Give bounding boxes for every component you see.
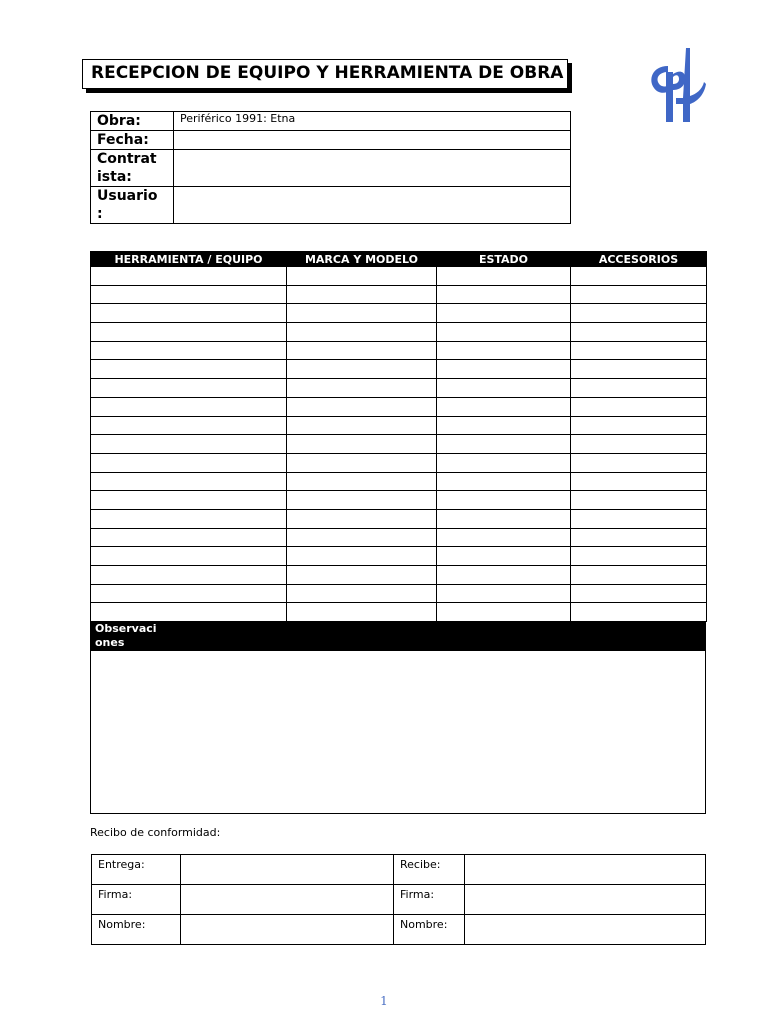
- estado-cell[interactable]: [437, 379, 571, 398]
- estado-cell[interactable]: [437, 566, 571, 585]
- usuario-field[interactable]: [174, 187, 571, 224]
- accesorios-cell[interactable]: [571, 528, 707, 547]
- page-number: 1: [380, 994, 388, 1008]
- estado-cell[interactable]: [437, 603, 571, 622]
- usuario-row: [91, 187, 571, 224]
- company-logo-icon: [646, 44, 708, 124]
- equipment-row: [91, 453, 707, 472]
- entrega-field[interactable]: [181, 855, 394, 885]
- firma-field-right[interactable]: [465, 885, 706, 915]
- accesorios-cell[interactable]: [571, 304, 707, 323]
- usuario-label: [91, 187, 174, 224]
- estado-cell[interactable]: [437, 547, 571, 566]
- equipment-row: [91, 397, 707, 416]
- accesorios-cell[interactable]: [571, 360, 707, 379]
- contratista-row: [91, 150, 571, 187]
- equipment-row: [91, 360, 707, 379]
- accesorios-cell[interactable]: [571, 603, 707, 622]
- herramienta-cell[interactable]: [91, 416, 287, 435]
- nombre-label-left: Nombre:: [92, 915, 181, 945]
- accesorios-cell[interactable]: [571, 416, 707, 435]
- estado-cell[interactable]: [437, 472, 571, 491]
- marca-cell[interactable]: [287, 472, 437, 491]
- estado-cell[interactable]: [437, 267, 571, 286]
- estado-cell[interactable]: [437, 528, 571, 547]
- marca-cell[interactable]: [287, 566, 437, 585]
- observations-header: [90, 622, 706, 651]
- firma-field-left[interactable]: [181, 885, 394, 915]
- herramienta-cell[interactable]: [91, 285, 287, 304]
- marca-cell[interactable]: [287, 603, 437, 622]
- equipment-row: [91, 509, 707, 528]
- equipment-row: [91, 341, 707, 360]
- herramienta-cell[interactable]: [91, 379, 287, 398]
- observations-label-line-1: Observaci: [95, 622, 157, 635]
- herramienta-cell[interactable]: [91, 584, 287, 603]
- accesorios-cell[interactable]: [571, 379, 707, 398]
- estado-cell[interactable]: [437, 491, 571, 510]
- marca-cell[interactable]: [287, 584, 437, 603]
- equipment-table: [90, 251, 707, 622]
- equipment-row: [91, 472, 707, 491]
- accesorios-cell[interactable]: [571, 341, 707, 360]
- herramienta-cell[interactable]: [91, 323, 287, 342]
- receipt-heading: Recibo de conformidad:: [90, 826, 221, 839]
- estado-cell[interactable]: [437, 435, 571, 454]
- observations-field[interactable]: [90, 651, 706, 814]
- equipment-row: [91, 491, 707, 510]
- entrega-row: [92, 855, 706, 885]
- equipment-row: [91, 416, 707, 435]
- marca-cell[interactable]: [287, 509, 437, 528]
- accesorios-cell[interactable]: [571, 491, 707, 510]
- obra-row: [91, 112, 571, 131]
- obra-field[interactable]: Periférico 1991: Etna: [174, 112, 571, 131]
- accesorios-cell[interactable]: [571, 397, 707, 416]
- equipment-row: [91, 528, 707, 547]
- fecha-row: [91, 131, 571, 150]
- signature-table: [91, 854, 706, 945]
- accesorios-cell[interactable]: [571, 584, 707, 603]
- header-marca-modelo: MARCA Y MODELO: [287, 252, 437, 267]
- title-box: [82, 59, 568, 89]
- equipment-row: [91, 566, 707, 585]
- equipment-row: [91, 435, 707, 454]
- contratista-label-line-1: Contrat: [97, 151, 157, 167]
- nombre-label-right: Nombre:: [394, 915, 465, 945]
- contratista-label-line-2: ista:: [97, 169, 132, 185]
- estado-cell[interactable]: [437, 397, 571, 416]
- fecha-field[interactable]: [174, 131, 571, 150]
- accesorios-cell[interactable]: [571, 566, 707, 585]
- accesorios-cell[interactable]: [571, 547, 707, 566]
- herramienta-cell[interactable]: [91, 397, 287, 416]
- recibe-label: Recibe:: [394, 855, 465, 885]
- usuario-label-line-2: :: [97, 206, 103, 222]
- entrega-label: Entrega:: [92, 855, 181, 885]
- marca-cell[interactable]: [287, 453, 437, 472]
- herramienta-cell[interactable]: [91, 491, 287, 510]
- firma-label-right: Firma:: [394, 885, 465, 915]
- marca-cell[interactable]: [287, 267, 437, 286]
- marca-cell[interactable]: [287, 304, 437, 323]
- herramienta-cell[interactable]: [91, 547, 287, 566]
- header-estado: ESTADO: [437, 252, 571, 267]
- project-info-table: [90, 111, 571, 224]
- header-accesorios: ACCESORIOS: [571, 252, 707, 267]
- nombre-field-left[interactable]: [181, 915, 394, 945]
- recibe-field[interactable]: [465, 855, 706, 885]
- marca-cell[interactable]: [287, 416, 437, 435]
- accesorios-cell[interactable]: [571, 509, 707, 528]
- estado-cell[interactable]: [437, 584, 571, 603]
- nombre-field-right[interactable]: [465, 915, 706, 945]
- accesorios-cell[interactable]: [571, 285, 707, 304]
- equipment-row: [91, 267, 707, 286]
- equipment-row: [91, 379, 707, 398]
- firma-row: [92, 885, 706, 915]
- marca-cell[interactable]: [287, 323, 437, 342]
- marca-cell[interactable]: [287, 528, 437, 547]
- accesorios-cell[interactable]: [571, 323, 707, 342]
- equipment-row: [91, 323, 707, 342]
- equipment-row: [91, 304, 707, 323]
- usuario-label-line-1: Usuario: [97, 188, 158, 204]
- marca-cell[interactable]: [287, 397, 437, 416]
- marca-cell[interactable]: [287, 285, 437, 304]
- equipment-row: [91, 547, 707, 566]
- header-herramienta-equipo: HERRAMIENTA / EQUIPO: [91, 252, 287, 267]
- accesorios-cell[interactable]: [571, 435, 707, 454]
- herramienta-cell[interactable]: [91, 603, 287, 622]
- marca-cell[interactable]: [287, 491, 437, 510]
- herramienta-cell[interactable]: [91, 509, 287, 528]
- herramienta-cell[interactable]: [91, 528, 287, 547]
- accesorios-cell[interactable]: [571, 453, 707, 472]
- herramienta-cell[interactable]: [91, 267, 287, 286]
- estado-cell[interactable]: [437, 509, 571, 528]
- contratista-field[interactable]: [174, 150, 571, 187]
- marca-cell[interactable]: [287, 379, 437, 398]
- herramienta-cell[interactable]: [91, 435, 287, 454]
- estado-cell[interactable]: [437, 285, 571, 304]
- equipment-row: [91, 584, 707, 603]
- equipment-row: [91, 603, 707, 622]
- marca-cell[interactable]: [287, 341, 437, 360]
- herramienta-cell[interactable]: [91, 341, 287, 360]
- fecha-label: Fecha:: [91, 131, 174, 150]
- marca-cell[interactable]: [287, 435, 437, 454]
- marca-cell[interactable]: [287, 547, 437, 566]
- obra-label: Obra:: [91, 112, 174, 131]
- estado-cell[interactable]: [437, 453, 571, 472]
- herramienta-cell[interactable]: [91, 360, 287, 379]
- marca-cell[interactable]: [287, 360, 437, 379]
- herramienta-cell[interactable]: [91, 453, 287, 472]
- document-title: RECEPCION DE EQUIPO Y HERRAMIENTA DE OBRA: [91, 63, 564, 83]
- equipment-row: [91, 285, 707, 304]
- estado-cell[interactable]: [437, 416, 571, 435]
- estado-cell[interactable]: [437, 323, 571, 342]
- firma-label-left: Firma:: [92, 885, 181, 915]
- accesorios-cell[interactable]: [571, 472, 707, 491]
- contratista-label: [91, 150, 174, 187]
- estado-cell[interactable]: [437, 304, 571, 323]
- herramienta-cell[interactable]: [91, 304, 287, 323]
- estado-cell[interactable]: [437, 360, 571, 379]
- observations-label: [95, 622, 175, 650]
- herramienta-cell[interactable]: [91, 472, 287, 491]
- nombre-row: [92, 915, 706, 945]
- estado-cell[interactable]: [437, 341, 571, 360]
- equipment-header-row: [91, 252, 707, 267]
- accesorios-cell[interactable]: [571, 267, 707, 286]
- observations-label-line-2: ones: [95, 636, 125, 649]
- herramienta-cell[interactable]: [91, 566, 287, 585]
